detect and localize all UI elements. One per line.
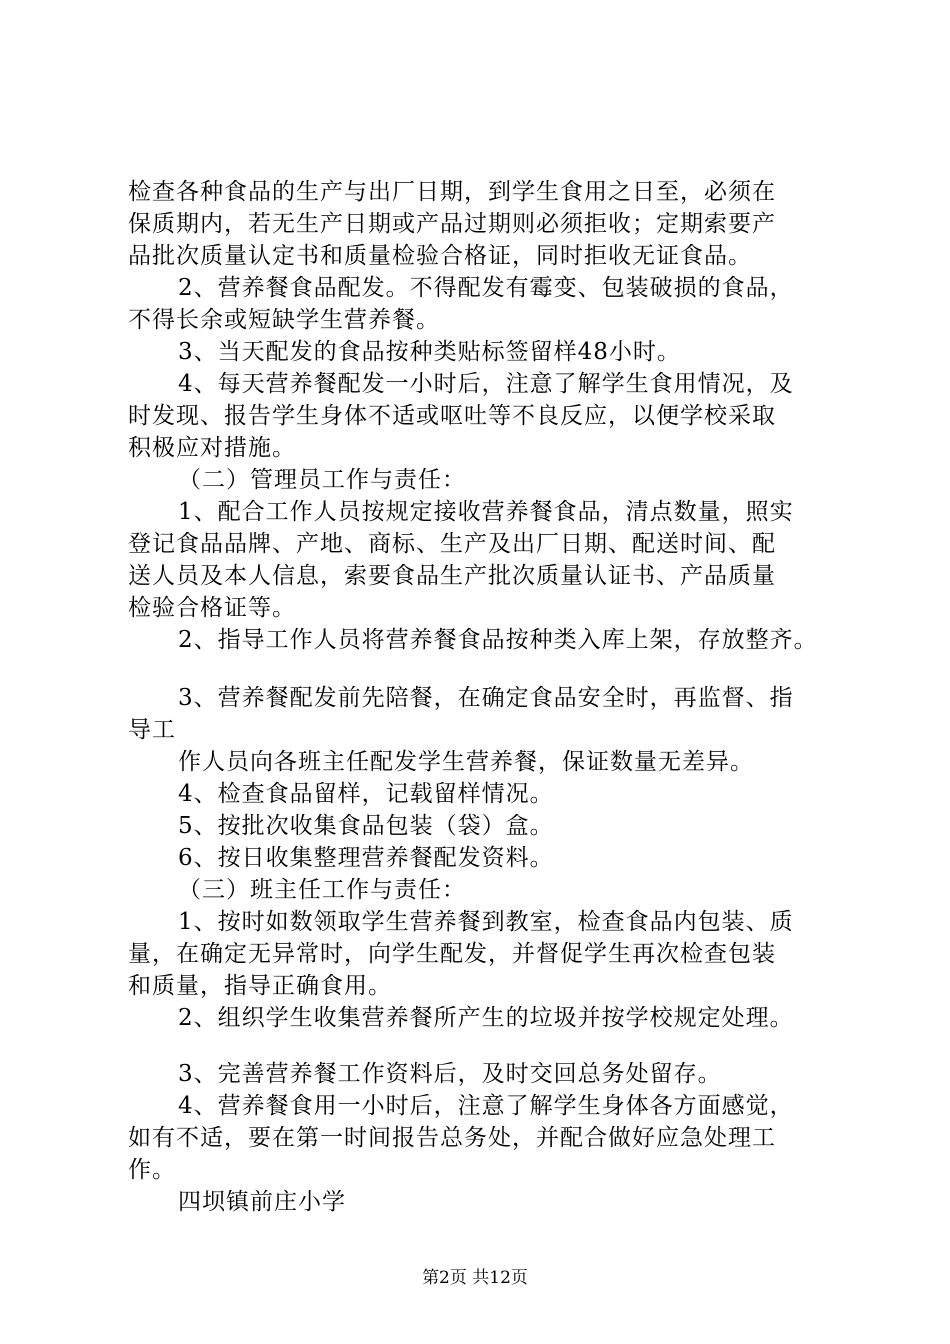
body-line: 检查各种食品的生产与出厂日期，到学生食用之日至，必须在 (128, 179, 776, 205)
body-line: 4、检查食品留样，记载留样情况。 (178, 781, 554, 807)
body-line: 量，在确定无异常时，向学生配发，并督促学生再次检查包装 (128, 941, 776, 967)
body-line: 2、指导工作人员将营养餐食品按种类入库上架，存放整齐。 (178, 627, 818, 653)
section-heading: （三）班主任工作与责任： (178, 877, 466, 903)
body-line: 时发现、报告学生身体不适或呕吐等不良反应，以便学校采取 (128, 403, 776, 429)
section-heading: （二）管理员工作与责任： (178, 467, 466, 493)
signature-line: 四坝镇前庄小学 (178, 1189, 346, 1215)
body-line: 2、组织学生收集营养餐所产生的垃圾并按学校规定处理。 (178, 1005, 794, 1031)
body-line: 1、配合工作人员按规定接收营养餐食品，清点数量，照实 (178, 499, 794, 525)
body-line: 4、营养餐食用一小时后，注意了解学生身体各方面感觉， (178, 1093, 794, 1119)
body-line: 3、营养餐配发前先陪餐，在确定食品安全时，再监督、指 (178, 685, 794, 711)
body-line: 积极应对措施。 (128, 435, 296, 461)
body-line: 和质量，指导正确食用。 (128, 973, 392, 999)
body-line: 登记食品品牌、产地、商标、生产及出厂日期、配送时间、配 (128, 531, 776, 557)
body-line: 品批次质量认定书和质量检验合格证，同时拒收无证食品。 (128, 243, 752, 269)
body-line: 1、按时如数领取学生营养餐到教室，检查食品内包装、质 (178, 909, 794, 935)
body-line: 检验合格证等。 (128, 595, 296, 621)
page-footer: 第2页 共12页 (422, 1268, 528, 1288)
body-line: 如有不适，要在第一时间报告总务处，并配合做好应急处理工 (128, 1125, 776, 1151)
body-line: 作。 (128, 1157, 176, 1183)
body-line: 4、每天营养餐配发一小时后，注意了解学生食用情况，及 (178, 371, 794, 397)
body-line: 作人员向各班主任配发学生营养餐，保证数量无差异。 (178, 749, 754, 775)
body-line: 3、当天配发的食品按种类贴标签留样48小时。 (178, 339, 681, 365)
body-line: 5、按批次收集食品包装（袋）盒。 (178, 813, 554, 839)
body-line: 6、按日收集整理营养餐配发资料。 (178, 845, 554, 871)
body-line: 送人员及本人信息，索要食品生产批次质量认证书、产品质量 (128, 563, 776, 589)
body-line: 3、完善营养餐工作资料后，及时交回总务处留存。 (178, 1061, 722, 1087)
body-line: 2、营养餐食品配发。不得配发有霉变、包装破损的食品， (178, 275, 794, 301)
body-line: 保质期内，若无生产日期或产品过期则必须拒收；定期索要产 (128, 211, 776, 237)
body-line: 不得长余或短缺学生营养餐。 (128, 307, 440, 333)
body-line: 导工 (128, 717, 176, 743)
